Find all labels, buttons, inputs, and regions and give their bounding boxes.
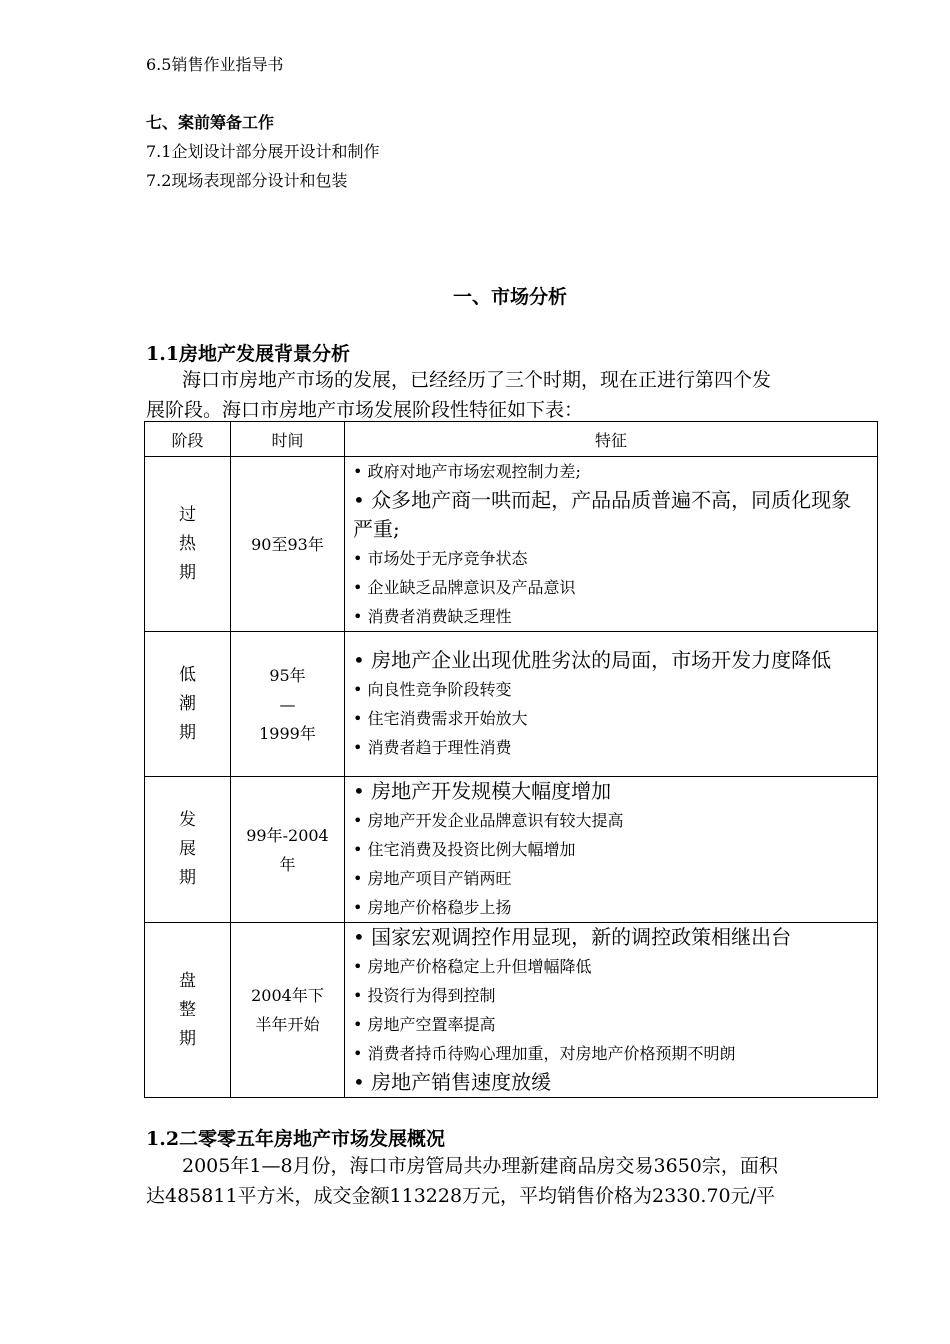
- feature-item: • 房地产空置率提高: [353, 1010, 869, 1039]
- feature-item: • 投资行为得到控制: [353, 981, 869, 1010]
- feature-item: • 房地产开发规模大幅度增加: [353, 777, 869, 806]
- feature-cell: [345, 923, 878, 1098]
- paragraph-line: 海口市房地产市场的发展，已经经历了三个时期，现在正进行第四个发: [182, 369, 772, 391]
- feature-item: • 众多地产商一哄而起，产品品质普遍不高，同质化现象严重;: [353, 486, 869, 544]
- stage-cell: [145, 777, 231, 923]
- header-stage: 阶段: [145, 422, 231, 457]
- feature-item: • 房地产企业出现优胜劣汰的局面，市场开发力度降低: [353, 646, 869, 675]
- stage-char: 展: [179, 839, 196, 859]
- section-1-1-paragraph: [146, 365, 881, 425]
- feature-item: • 国家宏观调控作用显现，新的调控政策相继出台: [353, 923, 869, 952]
- stage-char: 期: [179, 1028, 196, 1049]
- time-cell: 90至93年: [231, 457, 345, 632]
- feature-cell: [345, 457, 878, 632]
- feature-item: • 向良性竞争阶段转变: [353, 675, 869, 704]
- stage-cell: [145, 457, 231, 632]
- feature-list: [353, 457, 869, 631]
- table-row: [145, 923, 878, 1098]
- feature-item: • 政府对地产市场宏观控制力差;: [353, 457, 869, 486]
- stage-char: 发: [179, 810, 196, 830]
- paragraph-line: 2005年1—8月份，海口市房管局共办理新建商品房交易3650宗，面积: [182, 1155, 778, 1177]
- stage-char: 期: [179, 868, 196, 888]
- toc-section-7-title: 七、案前筹备工作: [146, 113, 275, 132]
- chapter-title: 一、市场分析: [452, 286, 567, 308]
- stage-char: 盘: [179, 970, 196, 991]
- stage-char: 期: [179, 722, 196, 743]
- stage-char: 潮: [179, 693, 196, 714]
- stage-char: 过: [179, 504, 196, 525]
- feature-item: • 房地产价格稳步上扬: [353, 893, 869, 922]
- section-1-2-paragraph: [146, 1151, 881, 1211]
- feature-item: • 住宅消费需求开始放大: [353, 704, 869, 733]
- toc-item-6-5: 6.5销售作业指导书: [146, 55, 284, 74]
- stage-char: 热: [179, 533, 196, 554]
- toc-item-7-2: 7.2现场表现部分设计和包装: [146, 171, 348, 190]
- table-row: [145, 632, 878, 777]
- time-cell: 2004年下半年开始: [231, 923, 345, 1098]
- header-time: 时间: [231, 422, 345, 457]
- feature-item: • 房地产项目产销两旺: [353, 864, 869, 893]
- feature-list: [353, 923, 869, 1097]
- paragraph-line: 展阶段。海口市房地产市场发展阶段性特征如下表：: [146, 399, 584, 421]
- feature-cell: [345, 632, 878, 777]
- feature-cell: [345, 777, 878, 923]
- feature-item: • 住宅消费及投资比例大幅增加: [353, 835, 869, 864]
- feature-item: • 房地产价格稳定上升但增幅降低: [353, 952, 869, 981]
- stage-char: 整: [179, 999, 196, 1020]
- stage-char: 期: [179, 562, 196, 583]
- stage-cell: [145, 632, 231, 777]
- feature-item: • 消费者趋于理性消费: [353, 733, 869, 762]
- time-cell: 95年 — 1999年: [231, 632, 345, 777]
- paragraph-line: 达485811平方米，成交金额113228万元，平均销售价格为2330.70元/平: [146, 1185, 776, 1207]
- feature-item: • 市场处于无序竞争状态: [353, 544, 869, 573]
- feature-item: • 企业缺乏品牌意识及产品意识: [353, 573, 869, 602]
- stage-char: 低: [179, 664, 196, 685]
- section-1-2-title: 1.2二零零五年房地产市场发展概况: [146, 1128, 446, 1150]
- toc-item-7-1: 7.1企划设计部分展开设计和制作: [146, 142, 380, 161]
- feature-item: • 房地产开发企业品牌意识有较大提高: [353, 806, 869, 835]
- feature-list: [353, 777, 869, 922]
- table-row: [145, 777, 878, 923]
- section-1-1-title: 1.1房地产发展背景分析: [146, 343, 351, 365]
- stage-cell: [145, 923, 231, 1098]
- market-phase-table: [144, 421, 878, 1098]
- feature-list: [353, 646, 869, 762]
- table-row: [145, 457, 878, 632]
- header-feature: 特征: [345, 422, 878, 457]
- feature-item: • 消费者消费缺乏理性: [353, 602, 869, 631]
- feature-item: • 房地产销售速度放缓: [353, 1068, 869, 1097]
- time-cell: 99年-2004年: [231, 777, 345, 923]
- feature-item: • 消费者持币待购心理加重，对房地产价格预期不明朗: [353, 1039, 869, 1068]
- table-header-row: [145, 422, 878, 457]
